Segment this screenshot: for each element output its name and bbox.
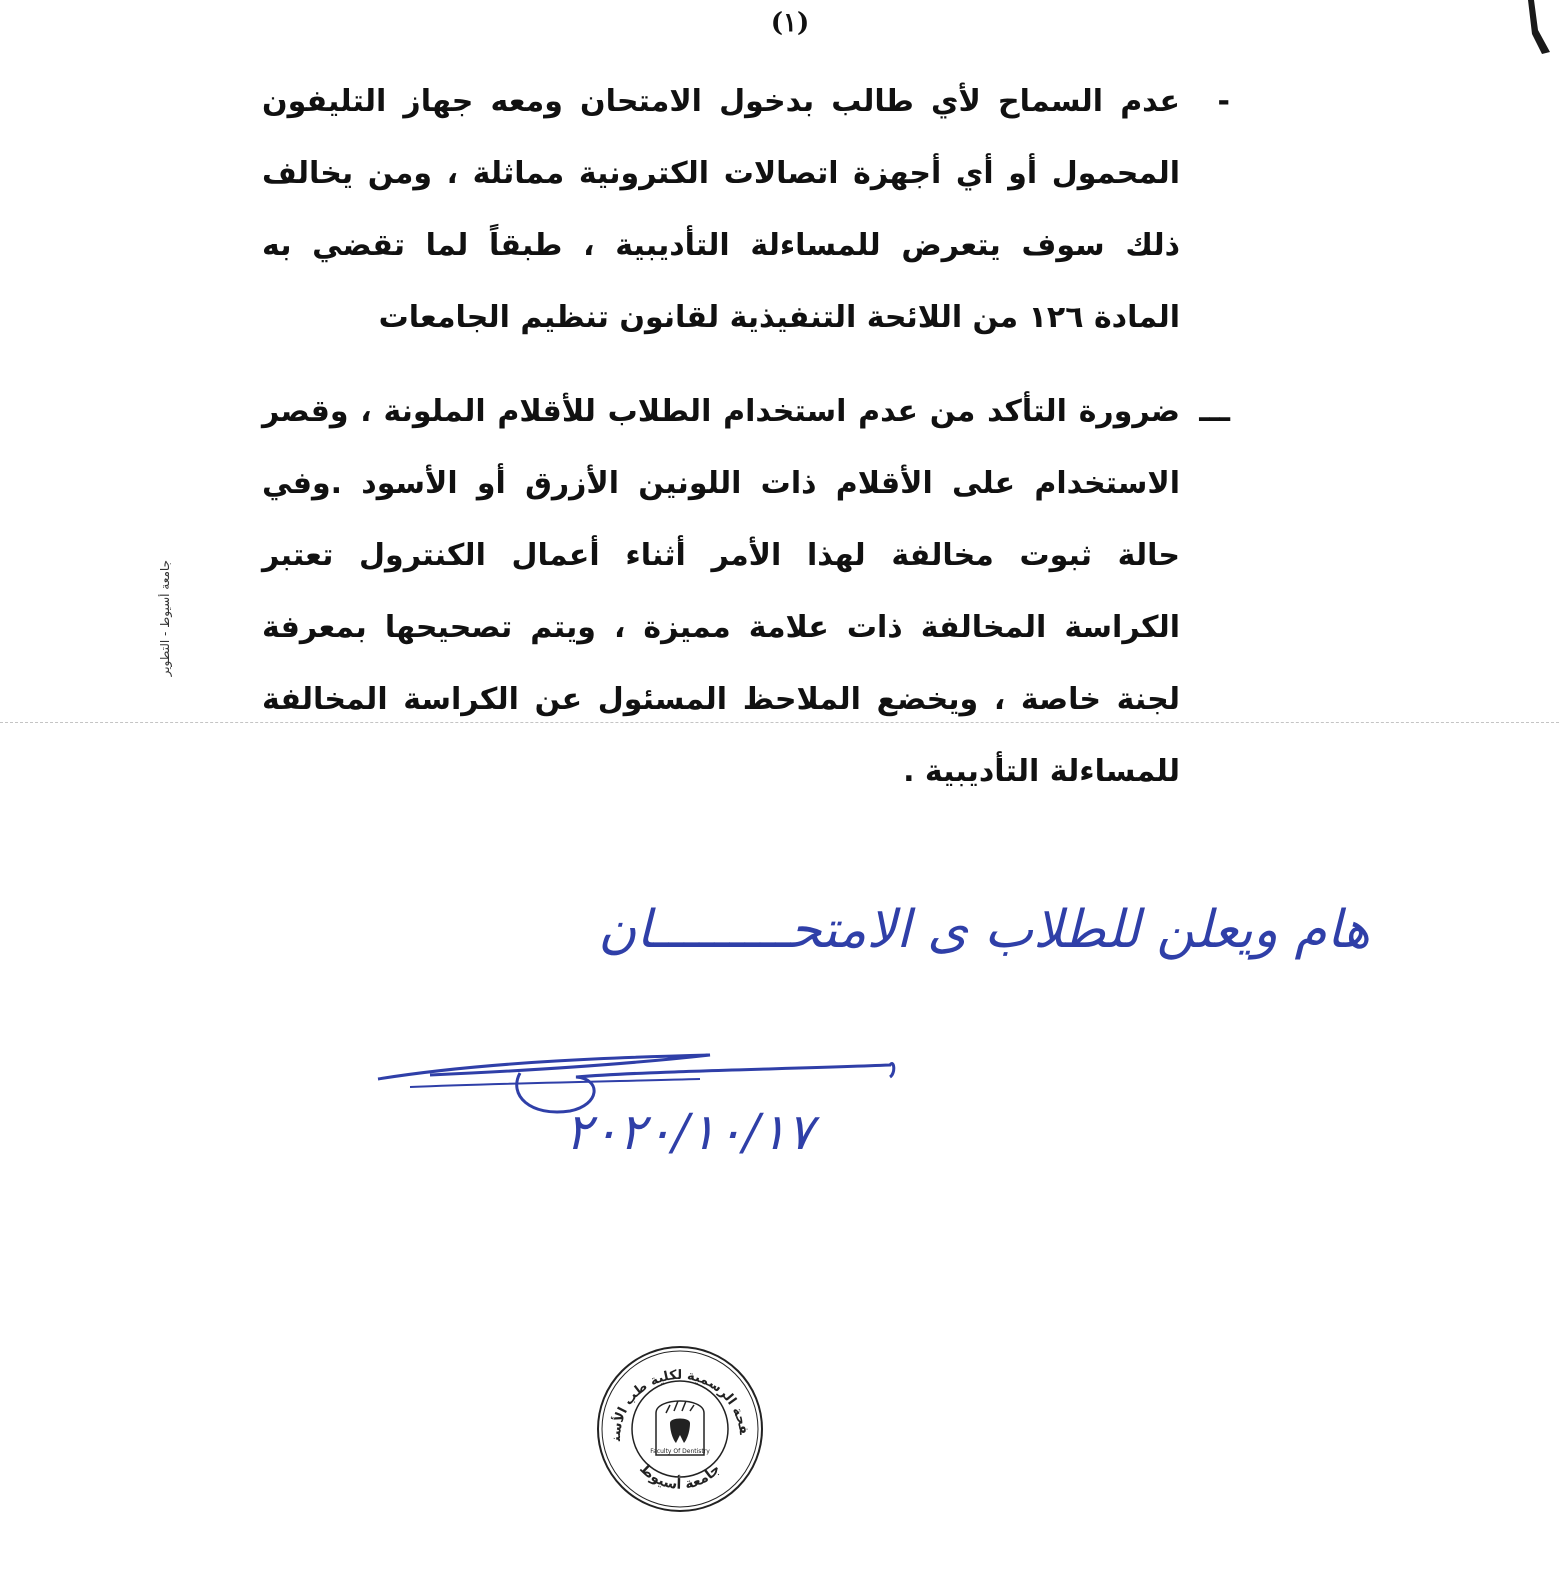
page-divider (0, 722, 1559, 723)
signature-block (370, 1035, 920, 1185)
official-seal (594, 1343, 766, 1515)
side-note (158, 560, 182, 725)
margin-mark (1524, 0, 1554, 60)
item-bullet: ـــ (1199, 394, 1230, 429)
regulation-text: ضرورة التأكد من عدم استخدام الطلاب للأقلام الملونة ، وقصر الاستخدام على الأقلام ذات اللونين الأزرق أو الأسود .وفي حالة ثبوت مخالفة لهذا الأمر أثناء أعمال الكنترول تعتبر الكراسة المخالفة ذات علامة مميزة ، ويتم تصحيحها بمعرفة لجنة خاصة ، ويخضع الملاحظ المسئول عن الكراسة المخالفة للمساءلة التأديبية . (262, 394, 1180, 789)
svg-text:جامعة أسيوط (636, 1461, 723, 1493)
page-number: (١) (770, 8, 810, 38)
regulation-item-colored-pens (262, 376, 1240, 808)
signature-date: ٢٠٢٠/١٠/١٧ (565, 1103, 814, 1161)
regulation-text: عدم السماح لأي طالب بدخول الامتحان ومعه جهاز التليفون المحمول أو أي أجهزة اتصالات الكترونية مماثلة ، ومن يخالف ذلك سوف يتعرض للمساءلة التأديبية ، طبقاً لما تقضي به المادة ١٢٦ من اللائحة التنفيذية لقانون تنظيم الجامعات (262, 84, 1180, 335)
handwritten-note: هام ويعلن للطلاب ى الامتحـــــــــان (598, 900, 1370, 960)
seal-bottom-text: جامعة أسيوط (636, 1460, 724, 1493)
item-bullet: - (1217, 84, 1230, 119)
regulation-item-mobile-phones (262, 66, 1240, 354)
seal-outer-text: فحة الرسمية لكلية طب الأسنان (608, 1367, 751, 1442)
side-note-text: جامعة أسيوط - التطوير (158, 560, 172, 677)
seal-inner-text: Faculty Of Dentistry (650, 1448, 710, 1455)
seal-emblem (594, 1343, 766, 1515)
regulations-list (262, 66, 1240, 808)
